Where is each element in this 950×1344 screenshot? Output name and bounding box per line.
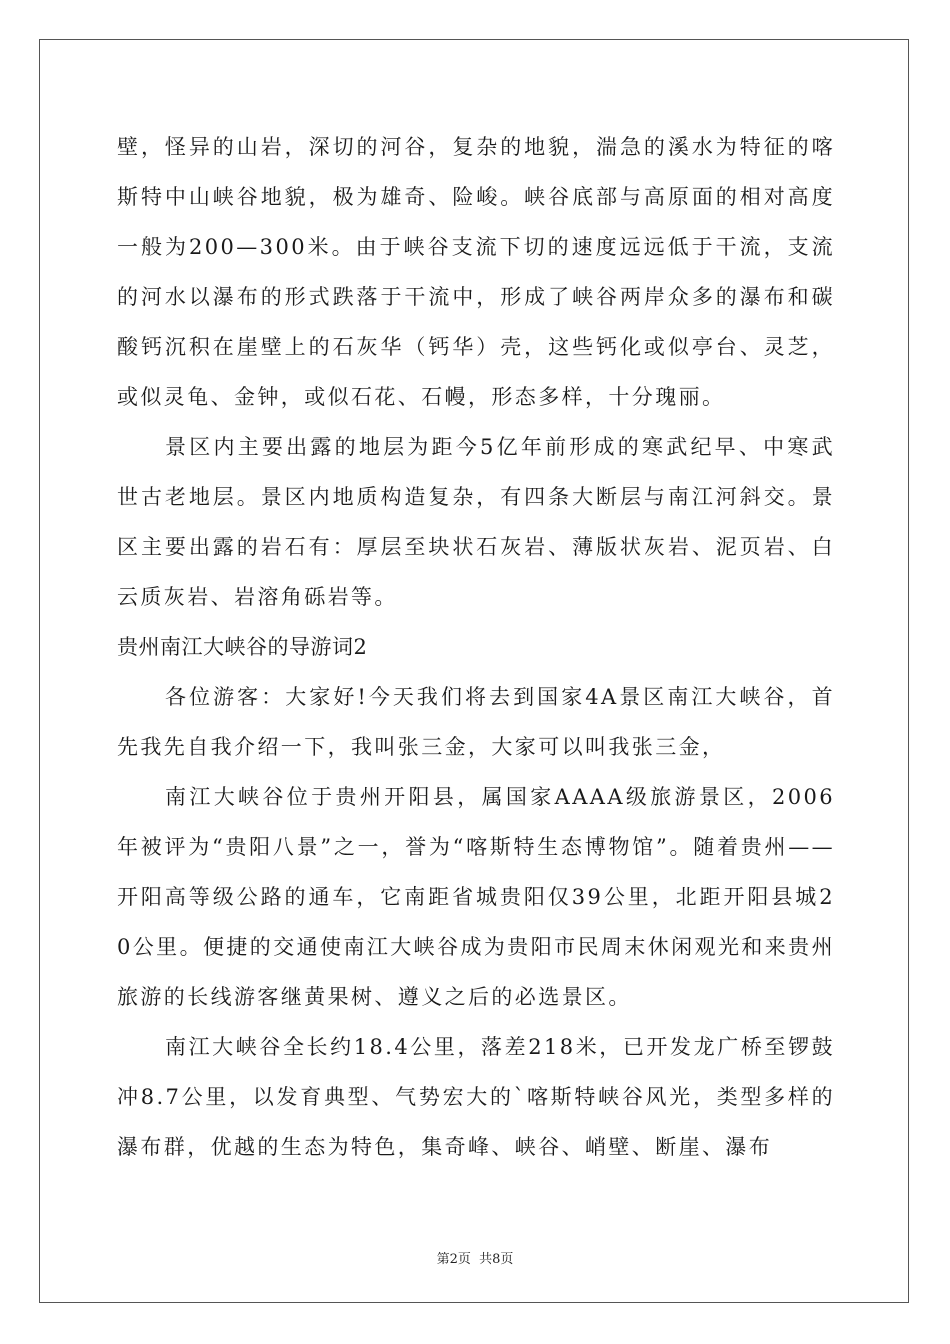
document-body bbox=[117, 122, 835, 1172]
paragraph-location: 南江大峡谷位于贵州开阳县，属国家AAAA级旅游景区，2006年被评为“贵阳八景”之一，誉为“喀斯特生态博物馆”。随着贵州——开阳高等级公路的通车，它南距省城贵阳仅39公里，北距开阳县城20公里。便捷的交通使南江大峡谷成为贵阳市民周末休闲观光和来贵州旅游的长线游客继黄果树、遵义之后的必选景区。 bbox=[117, 785, 835, 1009]
paragraph-geology: 景区内主要出露的地层为距今5亿年前形成的寒武纪早、中寒武世古老地层。景区内地质构造复杂，有四条大断层与南江河斜交。景区主要出露的岩石有：厚层至块状石灰岩、薄版状灰岩、泥页岩、白云质灰岩、岩溶角砾岩等。 bbox=[117, 435, 835, 609]
paragraph-greeting: 各位游客：大家好!今天我们将去到国家4A景区南江大峡谷，首先我先自我介绍一下，我叫张三金，大家可以叫我张三金， bbox=[117, 685, 835, 759]
paragraph-continuation: 壁，怪异的山岩，深切的河谷，复杂的地貌，湍急的溪水为特征的喀斯特中山峡谷地貌，极为雄奇、险峻。峡谷底部与高原面的相对高度一般为200—300米。由于峡谷支流下切的速度远远低于干流，支流的河水以瀑布的形式跌落于干流中，形成了峡谷两岸众多的瀑布和碳酸钙沉积在崖壁上的石灰华（钙华）壳，这些钙化或似亭台、灵芝，或似灵龟、金钟，或似石花、石幔，形态多样，十分瑰丽。 bbox=[117, 135, 835, 409]
paragraph-features: 南江大峡谷全长约18.4公里，落差218米，已开发龙广桥至锣鼓冲8.7公里，以发育典型、气势宏大的`喀斯特峡谷风光，类型多样的瀑布群，优越的生态为特色，集奇峰、峡谷、峭壁、断崖、瀑布 bbox=[117, 1035, 835, 1159]
page-number: 第2页 bbox=[436, 1252, 471, 1267]
page-footer bbox=[0, 1248, 950, 1267]
section-heading: 贵州南江大峡谷的导游词2 bbox=[117, 635, 368, 659]
page-total: 共8页 bbox=[479, 1252, 514, 1267]
